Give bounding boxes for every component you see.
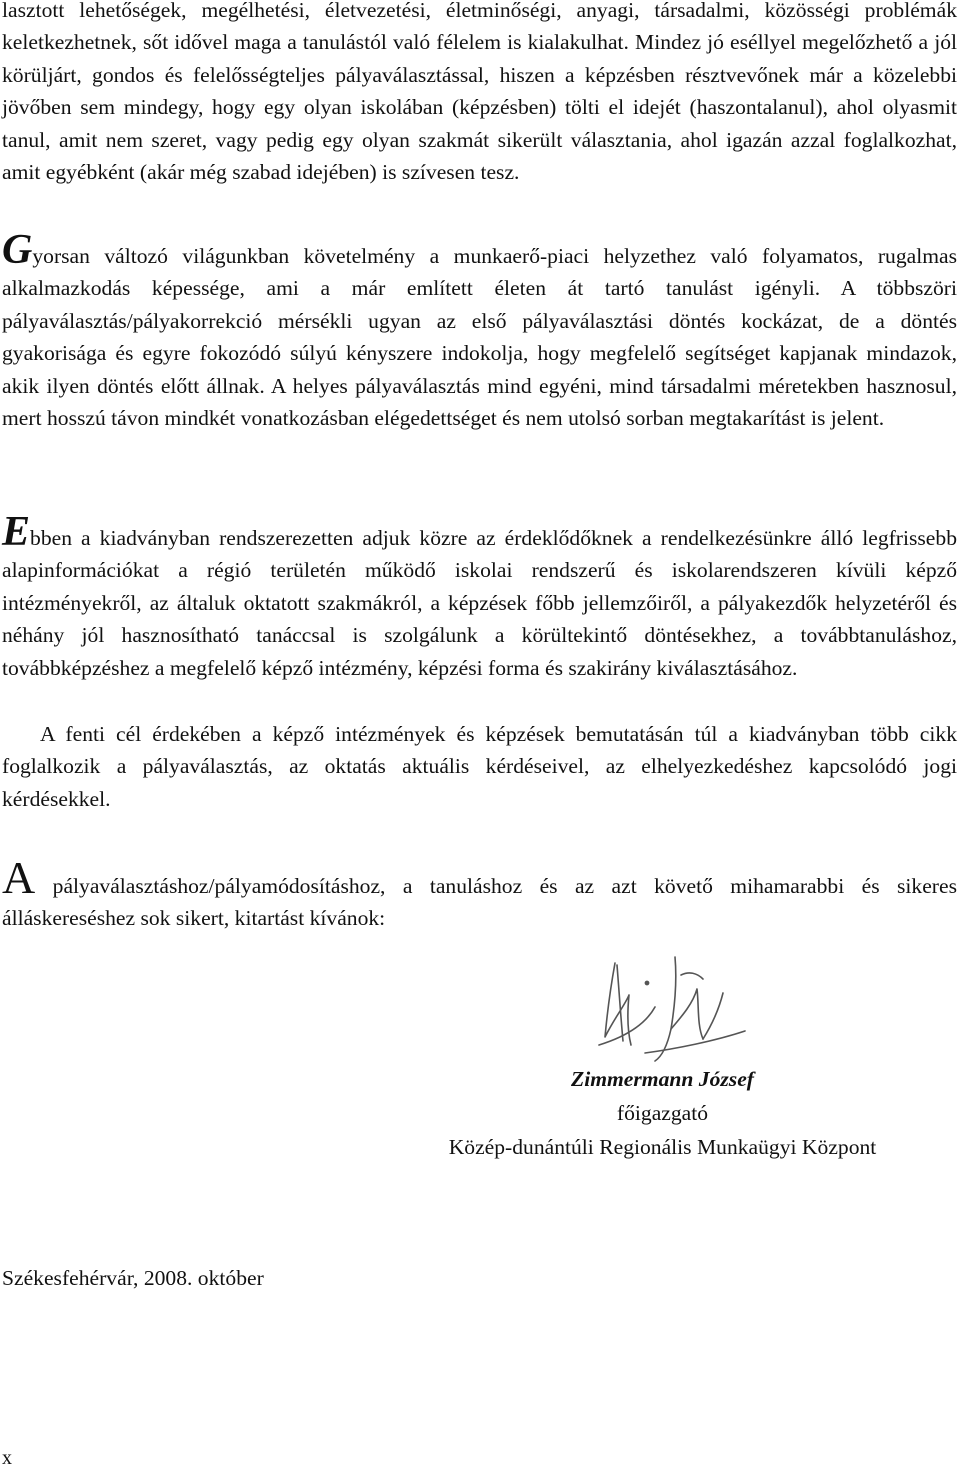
signatory-title: főigazgató <box>616 1101 709 1125</box>
signature-block <box>390 1062 935 1164</box>
paragraph-text: bben a kiadványban rendszerezetten adjuk közre az érdeklődőknek a rendelkezésünkre álló legfrissebb alapinformációkat a régió területén működő iskolai rendszerű és iskolarendszeren kívüli képző intézményekről, az általuk oktatott szakmákról, a képzések főbb jellemzőiről, a pályakezdők helyzetéről és néhány jól hasznosítható tanáccsal is szolgálunk a körültekintő döntésekhez, a továbbtanuláshoz, továbbképzéshez a megfelelő képző intézmény, képzési forma és szakirány kiválasztásához. <box>2 526 957 680</box>
paragraph-text: yorsan változó világunkban követelmény a munkaerő-piaci helyzethez való folyamatos, rugalmas alkalmazkodás képessége, ami a már említett életen át tartó tanulást igényli. A többszöri pályaválasztás/pályakorrekció mérsékli ugyan az első pályaválasztási döntés kockázat, de a döntés gyakorisága és egyre fokozódó súlyú kényszere indokolja, hogy megfelelő segítséget kapjanak mindazok, akik ilyen döntés előtt állnak. A helyes pályaválasztás mind egyéni, mind társadalmi méretekben hasznosul, mert hosszú távon mindkét vonatkozásban elégedettséget és nem utolsó sorban megtakarítást is jelent. <box>2 244 957 431</box>
paragraph-text: A fenti cél érdekében a képző intézmények és képzések bemutatásán túl a kiadványban több cikk foglalkozik a pályaválasztás, az oktatás aktuális kérdéseivel, az elhelyezkedéshez kapcsolódó jogi kérdésekkel. <box>2 722 957 811</box>
paragraph-text: pályaválasztáshoz/pályamódosításhoz, a tanuláshoz és az azt követő mihamarabbi és sikeres álláskereséshez sok sikert, kitartást kívánok: <box>2 874 957 931</box>
paragraph-changing-world <box>2 227 957 434</box>
paragraph-publication-purpose <box>2 509 957 684</box>
place-and-date: Székesfehérvár, 2008. október <box>2 1266 264 1290</box>
signatory-organization: Közép-dunántúli Regionális Munkaügyi Központ <box>448 1135 877 1159</box>
handwritten-signature-icon <box>585 945 765 1065</box>
paragraph-closing-wish <box>2 852 957 935</box>
paragraph-articles <box>2 718 957 815</box>
drop-cap-initial: G <box>2 227 33 273</box>
paragraph-intro-continuation <box>2 0 957 188</box>
paragraph-text: lasztott lehetőségek, megélhetési, életvezetési, életminőségi, anyagi, társadalmi, közösségi problémák keletkezhetnek, sőt idővel maga a tanulástól való félelem is kialakulhat. Mindez jó eséllyel megelőzhető a jól körüljárt, gondos és felelősségteljes pályaválasztással, hiszen a képzésben résztvevőnek már a közelebbi jövőben sem mindegy, hogy egy olyan iskolában (képzésben) tölti el idejét (haszontalanul), ahol olyasmit tanul, amit nem szeret, vagy pedig egy olyan szakmát sikerült választania, ahol igazán azzal foglalkozhat, amit egyébként (akár még szabad idejében) is szívesen tesz. <box>2 0 957 185</box>
signatory-name: Zimmermann József <box>571 1067 754 1091</box>
page-number: x <box>2 1447 12 1469</box>
drop-cap-initial: E <box>2 509 31 555</box>
drop-cap-initial: A <box>2 852 36 903</box>
